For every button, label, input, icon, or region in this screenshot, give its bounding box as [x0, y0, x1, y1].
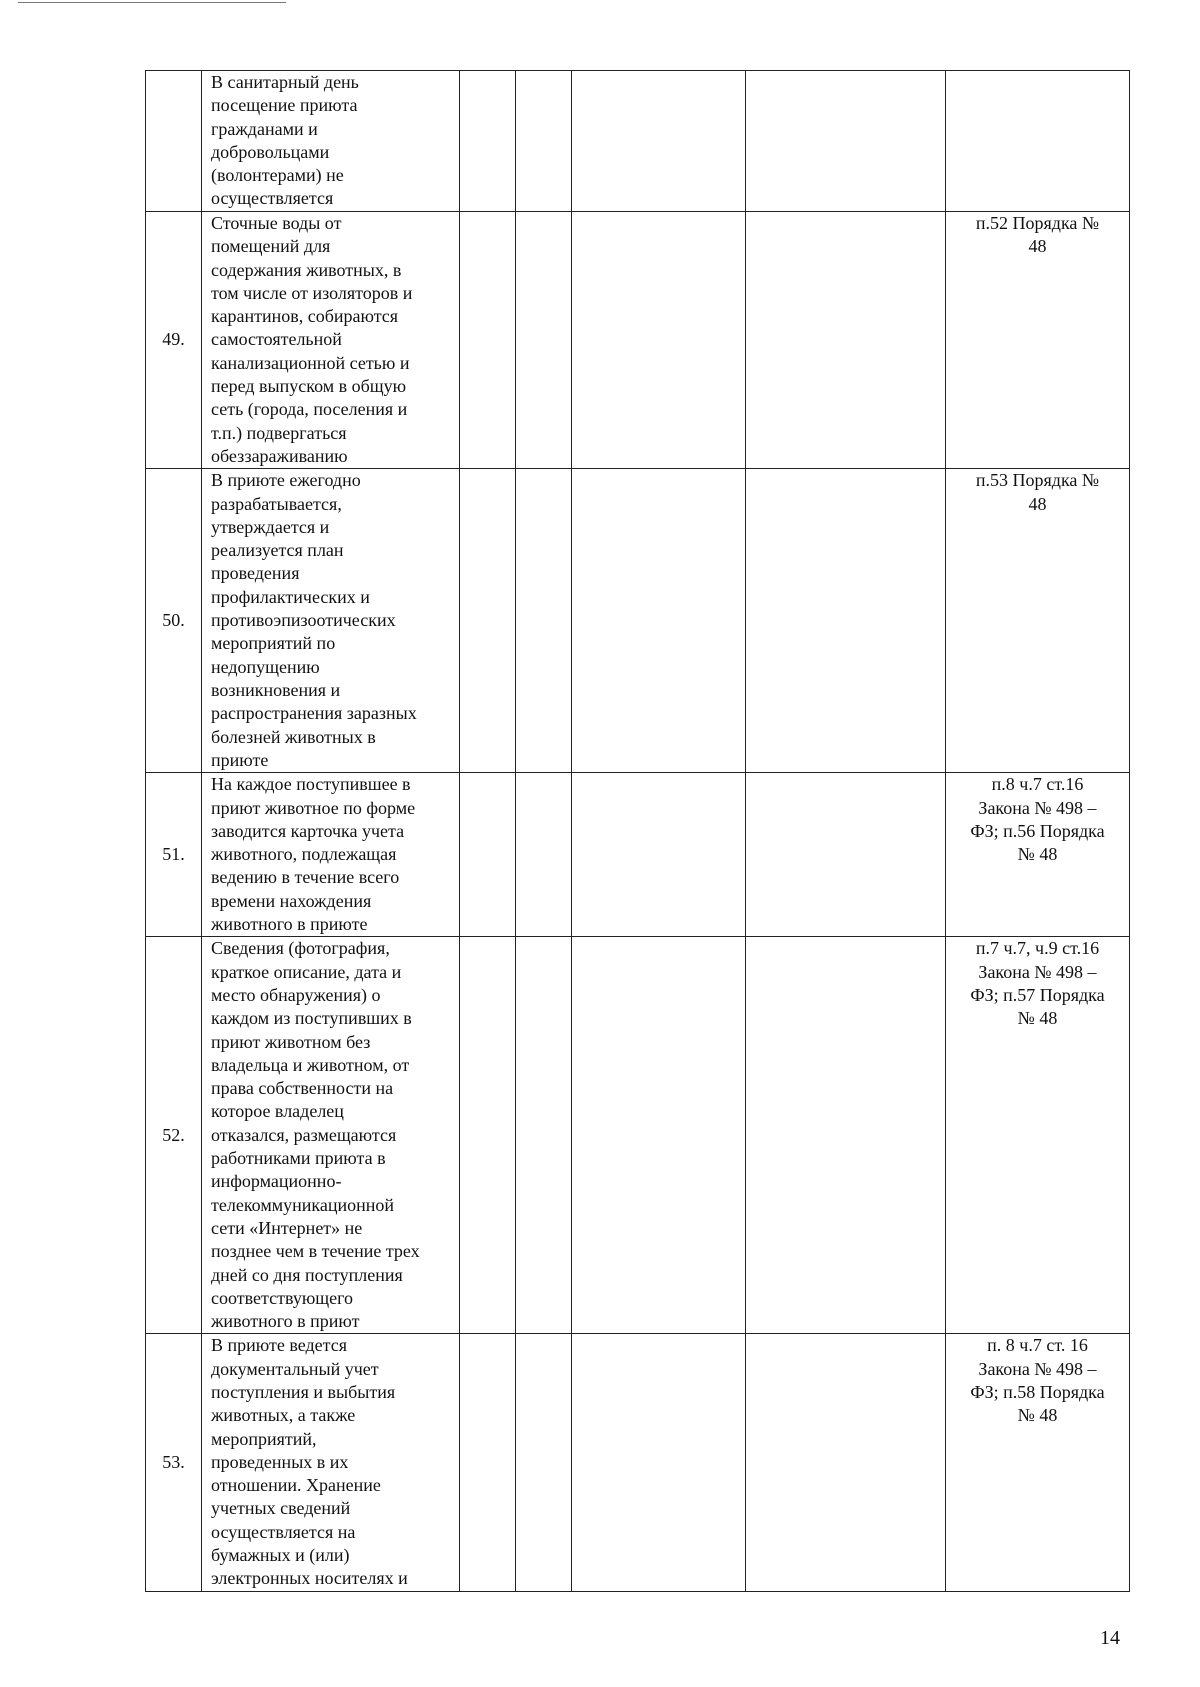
not-applicable-cell	[572, 1334, 746, 1591]
table-row	[146, 1334, 1130, 1591]
legal-reference: п.8 ч.7 ст.16 Закона № 498 – ФЗ; п.56 Порядка № 48	[946, 773, 1130, 937]
answer-no-cell	[516, 71, 572, 212]
table-row	[146, 937, 1130, 1334]
legal-reference: п.52 Порядка № 48	[946, 212, 1130, 469]
row-number: 52.	[146, 937, 202, 1334]
answer-no-cell	[516, 1334, 572, 1591]
legal-reference: п.53 Порядка № 48	[946, 469, 1130, 773]
not-applicable-cell	[572, 71, 746, 212]
not-applicable-cell	[572, 212, 746, 469]
comment-cell	[746, 937, 946, 1334]
comment-cell	[746, 71, 946, 212]
answer-yes-cell	[460, 1334, 516, 1591]
legal-reference: п. 8 ч.7 ст. 16 Закона № 498 – ФЗ; п.58 Порядка № 48	[946, 1334, 1130, 1591]
row-number: 49.	[146, 212, 202, 469]
answer-no-cell	[516, 937, 572, 1334]
answer-no-cell	[516, 212, 572, 469]
requirement-text: Сведения (фотография, краткое описание, дата и место обнаружения) о каждом из поступивших в приют животном без владельца и животном, от права собственности на которое владелец отказался, размещаются работниками приюта в информационно- телекоммуникационной сети «Интернет» не позднее чем в течение трех дней со дня поступления соответствующего животного в приют	[202, 937, 460, 1334]
row-number	[146, 71, 202, 212]
answer-yes-cell	[460, 212, 516, 469]
answer-no-cell	[516, 469, 572, 773]
table-row	[146, 773, 1130, 937]
table-row	[146, 71, 1130, 212]
comment-cell	[746, 212, 946, 469]
answer-yes-cell	[460, 937, 516, 1334]
comment-cell	[746, 1334, 946, 1591]
legal-reference	[946, 71, 1130, 212]
requirement-text: В санитарный день посещение приюта гражданами и добровольцами (волонтерами) не осуществляется	[202, 71, 460, 212]
not-applicable-cell	[572, 773, 746, 937]
answer-no-cell	[516, 773, 572, 937]
answer-yes-cell	[460, 469, 516, 773]
top-rule	[18, 2, 286, 3]
row-number: 50.	[146, 469, 202, 773]
row-number: 53.	[146, 1334, 202, 1591]
answer-yes-cell	[460, 773, 516, 937]
requirement-text: На каждое поступившее в приют животное по форме заводится карточка учета животного, подлежащая ведению в течение всего времени нахождения животного в приюте	[202, 773, 460, 937]
page-number: 14	[1100, 1627, 1120, 1649]
not-applicable-cell	[572, 937, 746, 1334]
table-row	[146, 212, 1130, 469]
requirement-text: Сточные воды от помещений для содержания животных, в том числе от изоляторов и карантинов, собираются самостоятельной канализационной сетью и перед выпуском в общую сеть (города, поселения и т.п.) подвергаться обеззараживанию	[202, 212, 460, 469]
comment-cell	[746, 469, 946, 773]
not-applicable-cell	[572, 469, 746, 773]
answer-yes-cell	[460, 71, 516, 212]
requirement-text: В приюте ведется документальный учет поступления и выбытия животных, а также мероприятий, проведенных в их отношении. Хранение учетных сведений осуществляется на бумажных и (или) электронных носителях и	[202, 1334, 460, 1591]
comment-cell	[746, 773, 946, 937]
row-number: 51.	[146, 773, 202, 937]
checklist-table	[145, 70, 1130, 1592]
legal-reference: п.7 ч.7, ч.9 ст.16 Закона № 498 – ФЗ; п.57 Порядка № 48	[946, 937, 1130, 1334]
table-row	[146, 469, 1130, 773]
requirement-text: В приюте ежегодно разрабатывается, утверждается и реализуется план проведения профилактических и противоэпизоотических мероприятий по недопущению возникновения и распространения заразных болезней животных в приюте	[202, 469, 460, 773]
